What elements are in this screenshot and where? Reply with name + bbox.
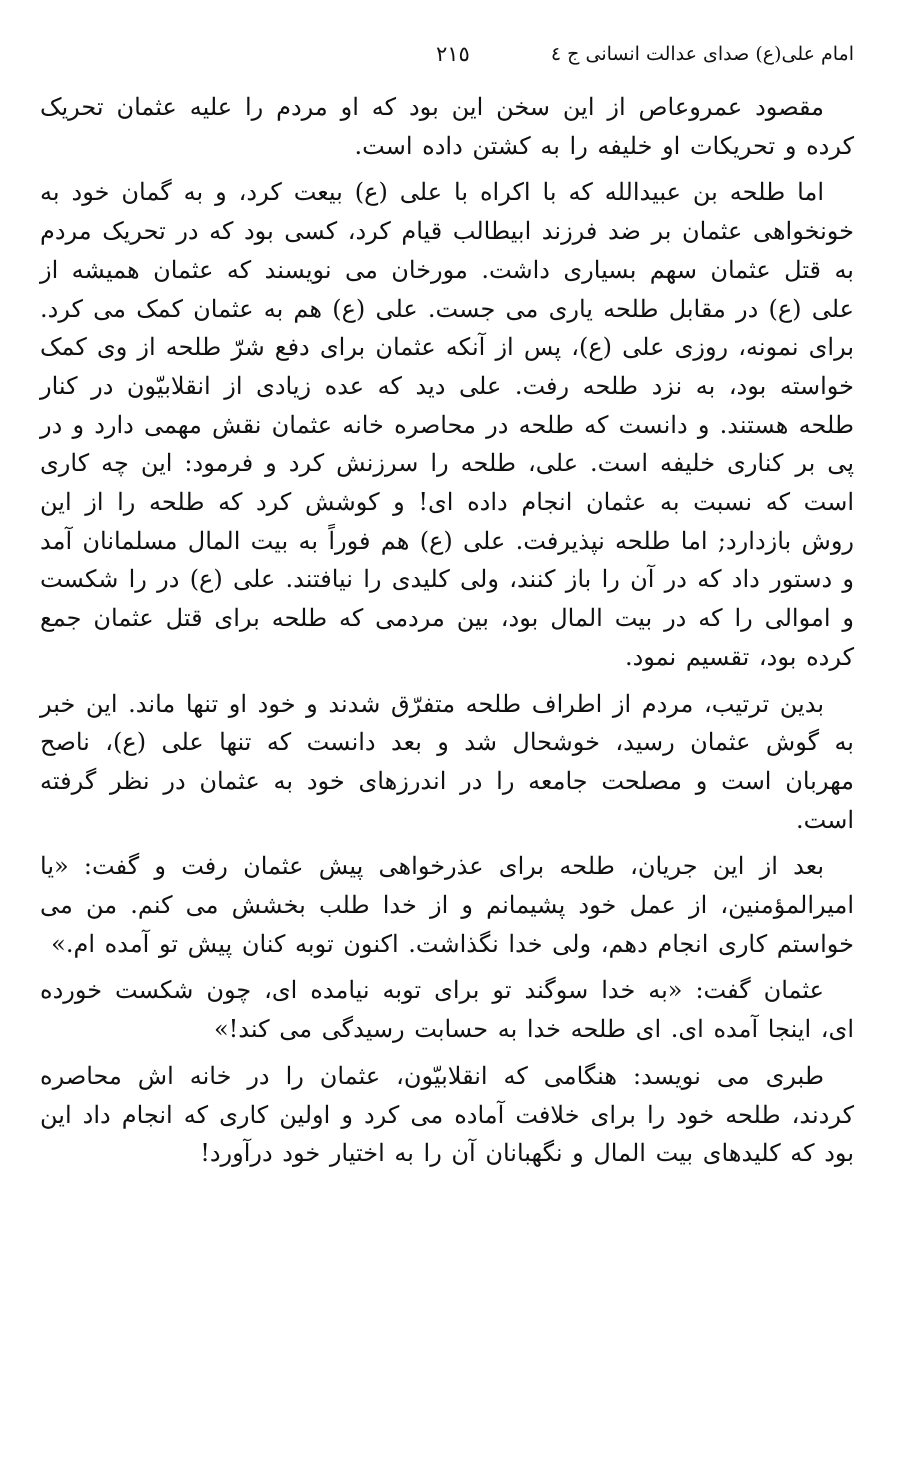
paragraph: بدین ترتیب، مردم از اطراف طلحه متفرّق شدند و خود او تنها ماند. این خبر به گوش عثمان رسید، خوشحال شد و بعد دانست که تنها علی (ع)، ناصح مهربان است و مصلحت جامعه را در اندرزهای خود به عثمان در نظر گرفته است. [40,689,854,834]
page-number: ٢١٥ [436,42,470,66]
page-header [40,34,854,74]
paragraph: بعد از این جریان، طلحه برای عذرخواهی پیش عثمان رفت و گفت: «یا امیرالمؤمنین، از عمل خود پشیمانم و از خدا طلب بخشش می کنم. من می خواستم کاری انجام دهم، ولی خدا نگذاشت. اکنون توبه کنان پیش تو آمده ام.» [40,852,854,958]
paragraph: مقصود عمروعاص از این سخن این بود که او مردم را علیه عثمان تحریک کرده و تحریکات او خلیفه را به کشتن داده است. [40,93,854,160]
paragraph: عثمان گفت: «به خدا سوگند تو برای توبه نیامده ای، چون شکست خورده ای، اینجا آمده ای. ای طلحه خدا به حسابت رسیدگی می کند!» [40,976,854,1044]
paragraph: اما طلحه بن عبیدالله که با اکراه با علی (ع) بیعت کرد، و به گمان خود به خونخواهی عثمان بر ضد فرزند ابیطالب قیام کرد، کسی بود که در تحریک مردم به قتل عثمان سهم بسیاری داشت. مورخان می نویسند که عثمان همیشه از علی (ع) در مقابل طلحه یاری می جست. علی (ع) هم به عثمان کمک می کرد. برای نمونه، روزی علی (ع)، پس از آنکه عثمان برای دفع شرّ طلحه از وی کمک خواسته بود، به نزد طلحه رفت. علی دید که عده زیادی از انقلابیّون در کنار طلحه هستند. و دانست که طلحه در محاصره خانه عثمان نقش مهمی دارد و در پی بر کناری خلیفه است. علی، طلحه را سرزنش کرد و فرمود: این چه کاری است که نسبت به عثمان انجام داده ای! و کوشش کرد که طلحه را از این روش بازدارد; اما طلحه نپذیرفت. علی (ع) هم فوراً به بیت المال مسلمانان آمد و دستور داد که در آن را باز کنند، ولی کلیدی را نیافتند. علی (ع) در را شکست و اموالی را که در بیت المال بود، بین مردمی که طلحه برای قتل عثمان جمع کرده بود، تقسیم نمود. [40,178,855,671]
body-text [40,88,854,1181]
paragraph: طبری می نویسد: هنگامی که انقلابیّون، عثمان را در خانه اش محاصره کردند، طلحه خود را برای خلافت آماده می کرد و اولین کاری که انجام داد این بود که کلیدهای بیت المال و نگهبانان آن را به اختیار خود درآورد! [40,1061,854,1168]
running-title: امام علی(ع) صدای عدالت انسانی ج ٤ [550,43,854,65]
